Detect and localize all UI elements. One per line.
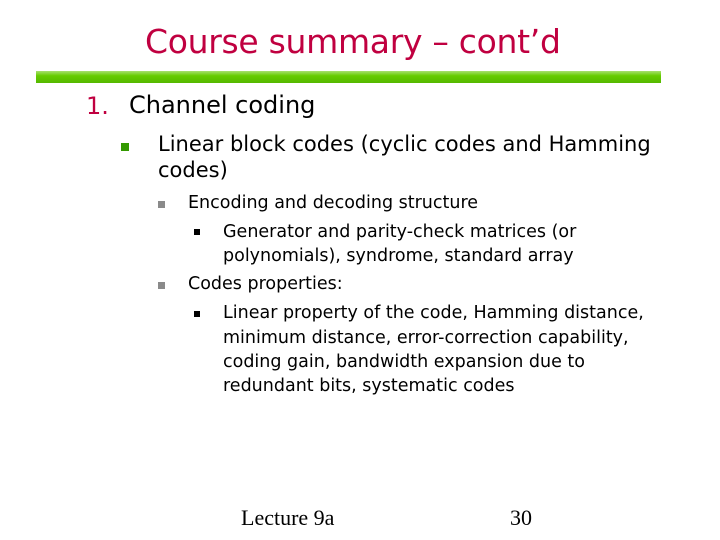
item1-line1: Linear block codes (cyclic codes and Hamming: [158, 132, 651, 156]
sub1-detail-line2: polynomials), syndrome, standard array: [223, 246, 574, 266]
item1-line2: codes): [158, 158, 228, 182]
slide-title: Course summary – cont’d: [145, 22, 561, 61]
footer-lecture: Lecture 9a: [241, 505, 335, 530]
bullet-square-icon: [194, 229, 200, 235]
section-number: 1.: [86, 92, 109, 120]
sub2-detail-line3: coding gain, bandwidth expansion due to: [223, 352, 585, 372]
bullet-square-icon: [158, 282, 165, 289]
sub2-label: Codes properties:: [188, 274, 343, 294]
sub2-detail-line4: redundant bits, systematic codes: [223, 376, 515, 396]
sub2-detail-line1: Linear property of the code, Hamming distance,: [223, 303, 644, 323]
bullet-square-icon: [121, 143, 129, 151]
sub1-label: Encoding and decoding structure: [188, 193, 479, 213]
bullet-square-icon: [194, 311, 200, 317]
sub2-detail-line2: minimum distance, error-correction capability,: [223, 328, 629, 348]
footer-page-number: 30: [510, 505, 532, 530]
sub1-detail-line1: Generator and parity-check matrices (or: [223, 222, 577, 242]
bullet-square-icon: [158, 201, 165, 208]
title-divider: [36, 71, 661, 83]
section-heading: Channel coding: [129, 91, 316, 119]
